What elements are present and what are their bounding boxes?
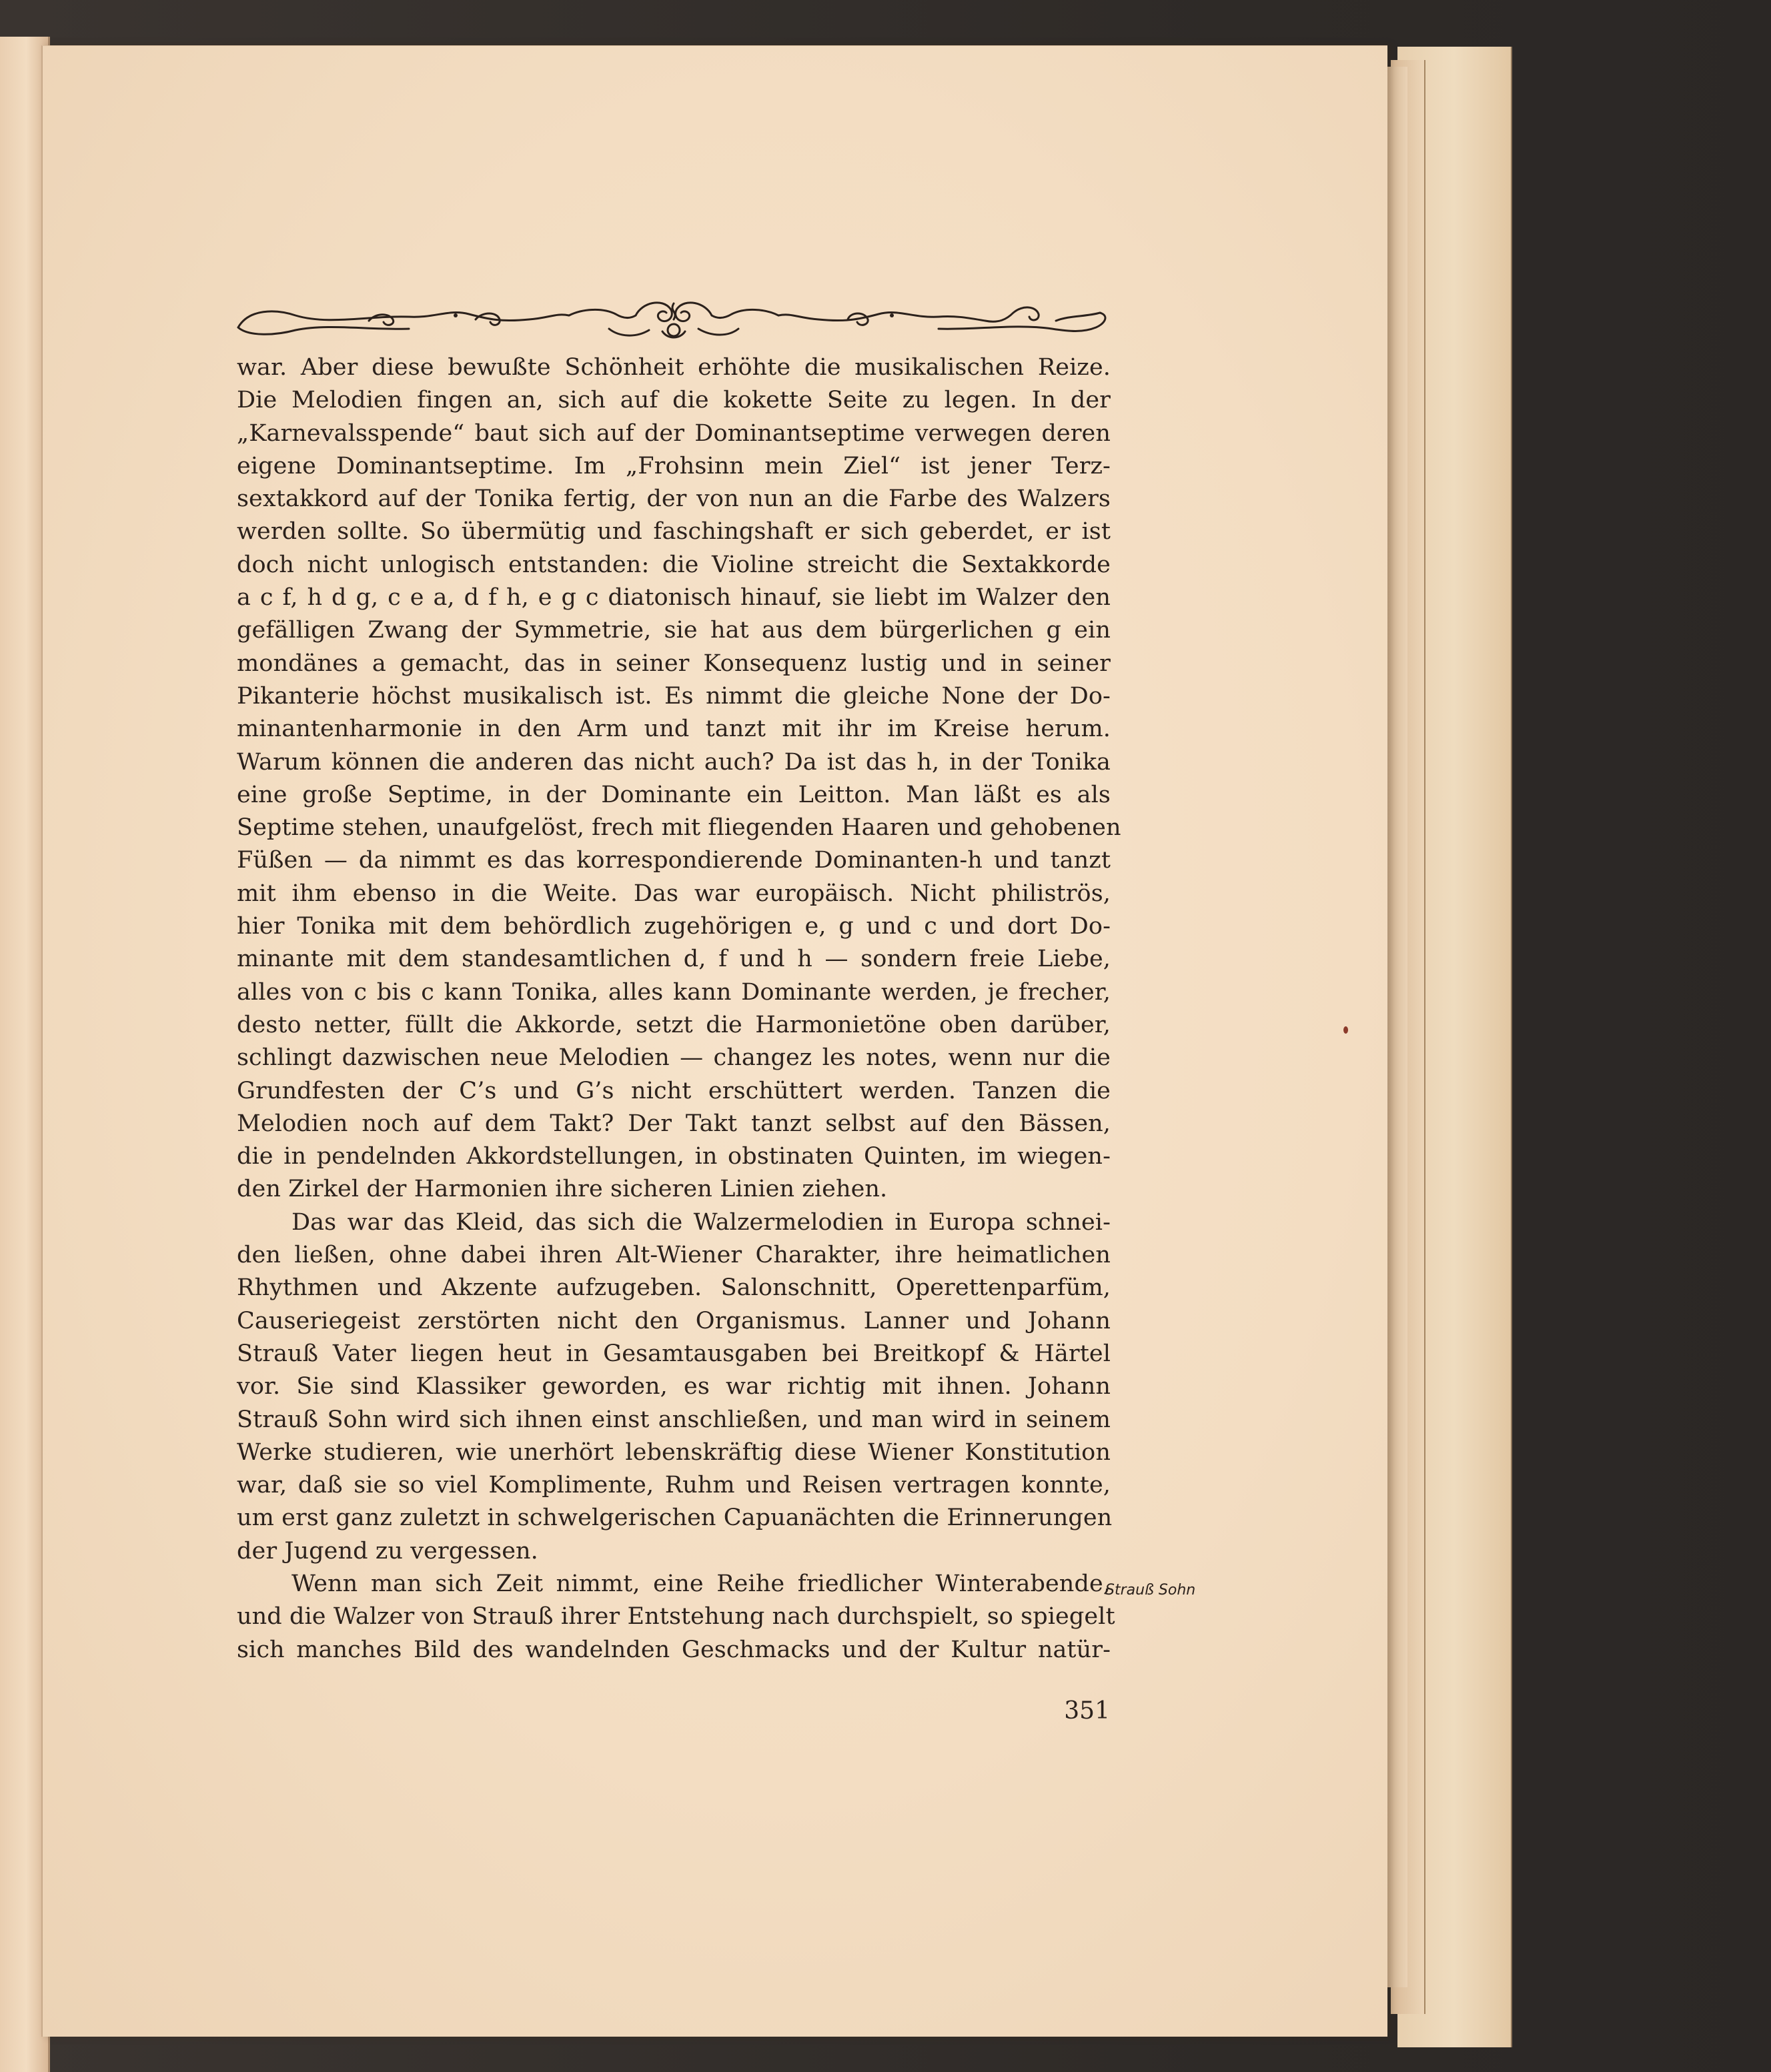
paper-speck xyxy=(1343,1026,1348,1034)
text-line: Causeriegeist zerstörten nicht den Organismus. Lanner und Johann xyxy=(237,1307,1111,1334)
text-line: Septime stehen, unaufgelöst, frech mit fliegenden Haaren und gehobenen xyxy=(237,814,1121,842)
text-line: Die Melodien fingen an, sich auf die kokette Seite zu legen. In der xyxy=(237,387,1111,414)
page-number: 351 xyxy=(1064,1697,1110,1725)
text-line: sich manches Bild des wandelnden Geschmacks und der Kultur natür- xyxy=(237,1636,1111,1663)
text-line: der Jugend zu vergessen. xyxy=(237,1537,538,1565)
marginal-note: Strauß Sohn xyxy=(1105,1582,1196,1599)
text-line: die in pendelnden Akkordstellungen, in obstinaten Quinten, im wiegen- xyxy=(237,1143,1111,1170)
body-text xyxy=(237,351,1121,1667)
text-line: Füßen — da nimmt es das korrespondierende Dominanten-h und tanzt xyxy=(237,847,1111,874)
text-line: mit ihm ebenso in die Weite. Das war europäisch. Nicht philiströs, xyxy=(237,880,1111,907)
text-line: „Karnevalsspende“ baut sich auf der Dominantseptime verwegen deren xyxy=(237,419,1111,447)
text-line: alles von c bis c kann Tonika, alles kann Dominante werden, je frecher, xyxy=(237,978,1111,1006)
text-line: Strauß Vater liegen heut in Gesamtausgaben bei Breitkopf & Härtel xyxy=(237,1340,1111,1367)
text-line: schlingt dazwischen neue Melodien — changez les notes, wenn nur die xyxy=(237,1044,1111,1072)
text-line: mondänes a gemacht, das in seiner Konsequenz lustig und in seiner xyxy=(237,650,1111,677)
text-line: den ließen, ohne dabei ihren Alt-Wiener Charakter, ihre heimatlichen xyxy=(237,1242,1111,1269)
text-line: Rhythmen und Akzente aufzugeben. Salonschnitt, Operettenparfüm, xyxy=(237,1274,1111,1302)
text-line: a c f, h d g, c e a, d f h, e g c diatonisch hinauf, sie liebt im Walzer den xyxy=(237,584,1111,612)
text-line: eine große Septime, in der Dominante ein Leitton. Man läßt es als xyxy=(237,781,1111,808)
text-line: und die Walzer von Strauß ihrer Entstehung nach durchspielt, so spiegelt xyxy=(237,1603,1115,1631)
text-line: werden sollte. So übermütig und faschingshaft er sich geberdet, er ist xyxy=(237,518,1111,546)
text-line: war. Aber diese bewußte Schönheit erhöhte die musikalischen Reize. xyxy=(237,354,1111,381)
text-line: Wenn man sich Zeit nimmt, eine Reihe friedlicher Winterabende, xyxy=(291,1570,1111,1597)
text-line: den Zirkel der Harmonien ihre sicheren Linien ziehen. xyxy=(237,1176,888,1203)
text-line: Pikanterie höchst musikalisch ist. Es nimmt die gleiche None der Do- xyxy=(237,682,1111,710)
text-line: Werke studieren, wie unerhört lebenskräftig diese Wiener Konstitution xyxy=(237,1438,1111,1466)
text-line: hier Tonika mit dem behördlich zugehörigen e, g und c und dort Do- xyxy=(237,913,1111,940)
text-line: sextakkord auf der Tonika fertig, der von nun an die Farbe des Walzers xyxy=(237,485,1111,513)
text-line: gefälligen Zwang der Symmetrie, sie hat aus dem bürgerlichen g ein xyxy=(237,617,1111,644)
book-page xyxy=(41,45,1387,2037)
text-line: vor. Sie sind Klassiker geworden, es war richtig mit ihnen. Johann xyxy=(237,1373,1111,1400)
text-line: Grundfesten der C’s und G’s nicht erschüttert werden. Tanzen die xyxy=(237,1077,1111,1104)
text-line: doch nicht unlogisch entstanden: die Violine streicht die Sextakkorde xyxy=(237,551,1111,578)
decorative-header-ornament xyxy=(235,289,1112,349)
text-line: desto netter, füllt die Akkorde, setzt die Harmonietöne oben darüber, xyxy=(237,1011,1111,1038)
text-line: Das war das Kleid, das sich die Walzermelodien in Europa schnei- xyxy=(291,1208,1111,1236)
text-line: war, daß sie so viel Komplimente, Ruhm und Reisen vertragen konnte, xyxy=(237,1472,1111,1499)
text-line: Melodien noch auf dem Takt? Der Takt tanzt selbst auf den Bässen, xyxy=(237,1110,1111,1137)
text-line: minantenharmonie in den Arm und tanzt mit ihr im Kreise herum. xyxy=(237,716,1111,743)
text-line: um erst ganz zuletzt in schwelgerischen Capuanächten die Erinnerungen xyxy=(237,1504,1113,1532)
text-line: minante mit dem standesamtlichen d, f und h — sondern freie Liebe, xyxy=(237,946,1111,973)
text-line: Warum können die anderen das nicht auch? Da ist das h, in der Tonika xyxy=(237,748,1111,776)
text-line: Strauß Sohn wird sich ihnen einst anschließen, und man wird in seinem xyxy=(237,1406,1111,1433)
text-line: eigene Dominantseptime. Im „Frohsinn mein Ziel“ ist jener Terz- xyxy=(237,452,1111,479)
